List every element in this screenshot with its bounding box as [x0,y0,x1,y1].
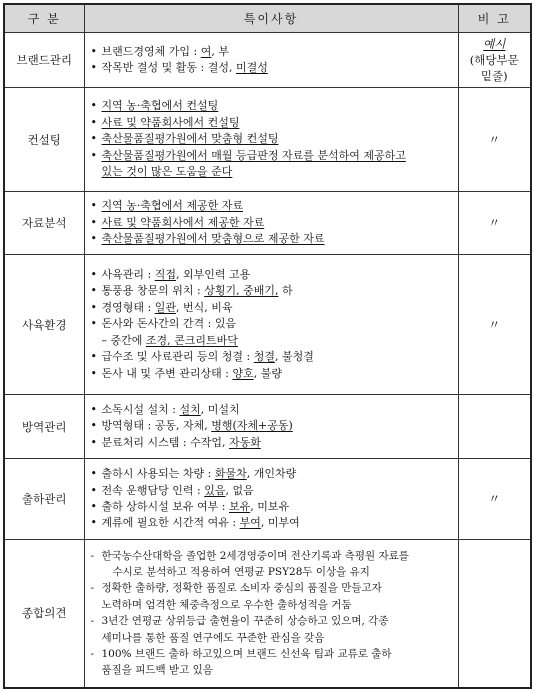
details-consulting: • 지역 농·축협에서 컨설팅 • 사료 및 약품회사에서 컨설팅 • 축산물품질평가원에서 맞춤형 컨설팅 • 축산물품질평가원에서 매월 등급판정 자료를 분석하여 제공하고 있는 것이 많은 도움을 준다 [84,88,458,192]
category-shipping: 출하관리 [4,459,84,540]
list-item: • 지역 농·축협에서 컨설팅 [91,98,454,114]
bullet-icon: • [90,300,97,314]
bullet-icon: • [90,61,97,74]
bullet-icon: • [90,132,97,146]
list-item: • 방역형태 : 공동, 자체, 병행(자체+공동) [91,418,454,434]
list-item: • 사육관리 : 직접, 외부인력 고용 [91,267,454,283]
list-item: - 정확한 출하량, 정확한 품질로 소비자 중심의 품질을 만들고자 [90,582,382,595]
bullet-icon: • [90,500,97,513]
header-details: 특이사항 [84,4,458,33]
bullet-icon: • [90,199,97,213]
list-item: • 작목반 결성 및 활동 : 결성, 미결성 [91,60,454,76]
category-environment: 사육환경 [4,255,84,395]
row-brand [4,33,531,88]
bullet-icon: • [90,419,97,433]
list-item: • 출하시 사용되는 차량 : 화물차, 개인차량 [91,466,454,482]
bullet-icon: • [90,115,97,129]
list-item: • 돈사와 돈사간의 간격 : 있음 [91,316,454,332]
bullet-icon: • [90,215,97,229]
list-item: • 축산물품질평가원에서 매월 등급판정 자료를 분석하여 제공하고 [91,148,454,164]
category-consulting: 컨설팅 [4,88,84,192]
remarks-analysis: 〃 [458,192,531,255]
list-item: • 전속 운행담당 인력 : 있음, 없음 [91,483,454,499]
bullet-icon: • [90,232,97,246]
bullet-icon: • [90,467,97,481]
list-item: • 브랜드경영체 가입 : 여, 부 [91,44,454,60]
list-item: • 지역 농·축협에서 제공한 자료 [91,198,454,214]
category-overall: 종합의견 [4,540,84,688]
remarks-brand: 예시 (해당부문 밑줄) [458,33,531,88]
row-overall [4,540,531,688]
bullet-icon: • [90,99,97,113]
category-quarantine: 방역관리 [4,395,84,459]
list-item: • 축산물품질평가원에서 맞춤형 컨설팅 [91,131,454,147]
list-item: • 사료 및 약품회사에서 제공한 자료 [91,215,454,231]
list-item: - 한국농수산대학을 졸업한 2세경영중이며 전산기록과 측평원 자료를 [90,549,409,562]
bullet-icon: • [90,435,97,449]
details-shipping [84,459,458,540]
list-item: - 3년간 연평균 상위등급 출현율이 꾸준히 상승하고 있으며, 각종 [90,615,389,628]
remarks-overall [458,540,531,688]
list-item: • 사료 및 약품회사에서 컨설팅 [91,115,454,131]
list-item: • 경영형태 : 일관, 번식, 비육 [91,300,454,316]
details-brand [84,33,458,88]
row-shipping [4,459,531,540]
list-item: • 축산물품질평가원에서 맞춤형으로 제공한 자료 [91,231,454,247]
row-quarantine [4,395,531,459]
bullet-icon: • [90,44,97,58]
list-item: • 통풍용 창문의 위치 : 상횡기, 중배기, 하 [91,283,454,299]
remarks-shipping: 〃 [458,459,531,540]
row-consulting [4,88,531,192]
details-overall: - 한국농수산대학을 졸업한 2세경영중이며 전산기록과 측평원 자료를 수시로 분석하고 적용하여 연평균 PSY28두 이상을 유지 - 정확한 출하량, 정확한 품질로 소비자 중심의 품질을 만들고자 노력하며 엄격한 체중측정으로 우수한 출하성적을 거둠 - 3년간 연평균 상위등급 출현율이 꾸준히 상승하고 있으며, 각종 세미나를 통한 품질 연구에도 꾸준한 관심을 갖음 - 100% 브랜드 출하 하고있으며 브랜드 신선육 팀과 교류로 출하 품질을 피드백 받고 있음 [84,540,458,688]
list-item: • 소독시설 설치 : 설치, 미설치 [91,402,454,418]
row-analysis [4,192,531,255]
bullet-icon: • [90,483,97,497]
header-remarks: 비 고 [458,4,531,33]
bullet-icon: • [90,402,97,416]
list-item: • 출하 상하시설 보유 여부 : 보유, 미보유 [91,499,454,515]
header-category: 구 분 [4,4,84,33]
list-item: • 급수조 및 사료관리 등의 청결 : 청결, 불청결 [91,349,454,365]
bullet-icon: • [90,284,97,298]
list-item: • 돈사 내 및 주변 관리상태 : 양호, 불량 [91,366,454,382]
bullet-icon: • [90,268,97,282]
remarks-environment: 〃 [458,255,531,395]
bullet-icon: • [90,350,97,364]
remarks-quarantine [458,395,531,459]
bullet-icon: • [90,317,97,331]
farm-evaluation-table [3,3,532,689]
bullet-icon: • [90,148,97,162]
category-analysis: 자료분석 [4,192,84,255]
details-analysis [84,192,458,255]
category-brand: 브랜드관리 [4,33,84,88]
header-row [4,4,531,33]
row-environment [4,255,531,395]
list-item: - 100% 브랜드 출하 하고있으며 브랜드 신선육 팀과 교류로 출하 [90,648,392,661]
bullet-icon: • [90,366,97,380]
list-item: • 분료처리 시스템 : 수작업, 자동화 [91,435,454,451]
list-item: • 계류에 필요한 시간적 여유 : 부여, 미부여 [91,515,454,531]
bullet-icon: • [90,516,97,530]
details-environment: • 사육관리 : 직접, 외부인력 고용 • 통풍용 창문의 위치 : 상횡기, 중배기, 하 • 경영형태 : 일관, 번식, 비육 • 돈사와 돈사간의 간격 : 있음 – 중간에 조경, 콘크리트바닥 • 급수조 및 사료관리 등의 청결 : 청결, 불청결 • 돈사 내 및 주변 관리상태 : 양호, 불량 [84,255,458,395]
details-quarantine [84,395,458,459]
remarks-consulting: 〃 [458,88,531,192]
